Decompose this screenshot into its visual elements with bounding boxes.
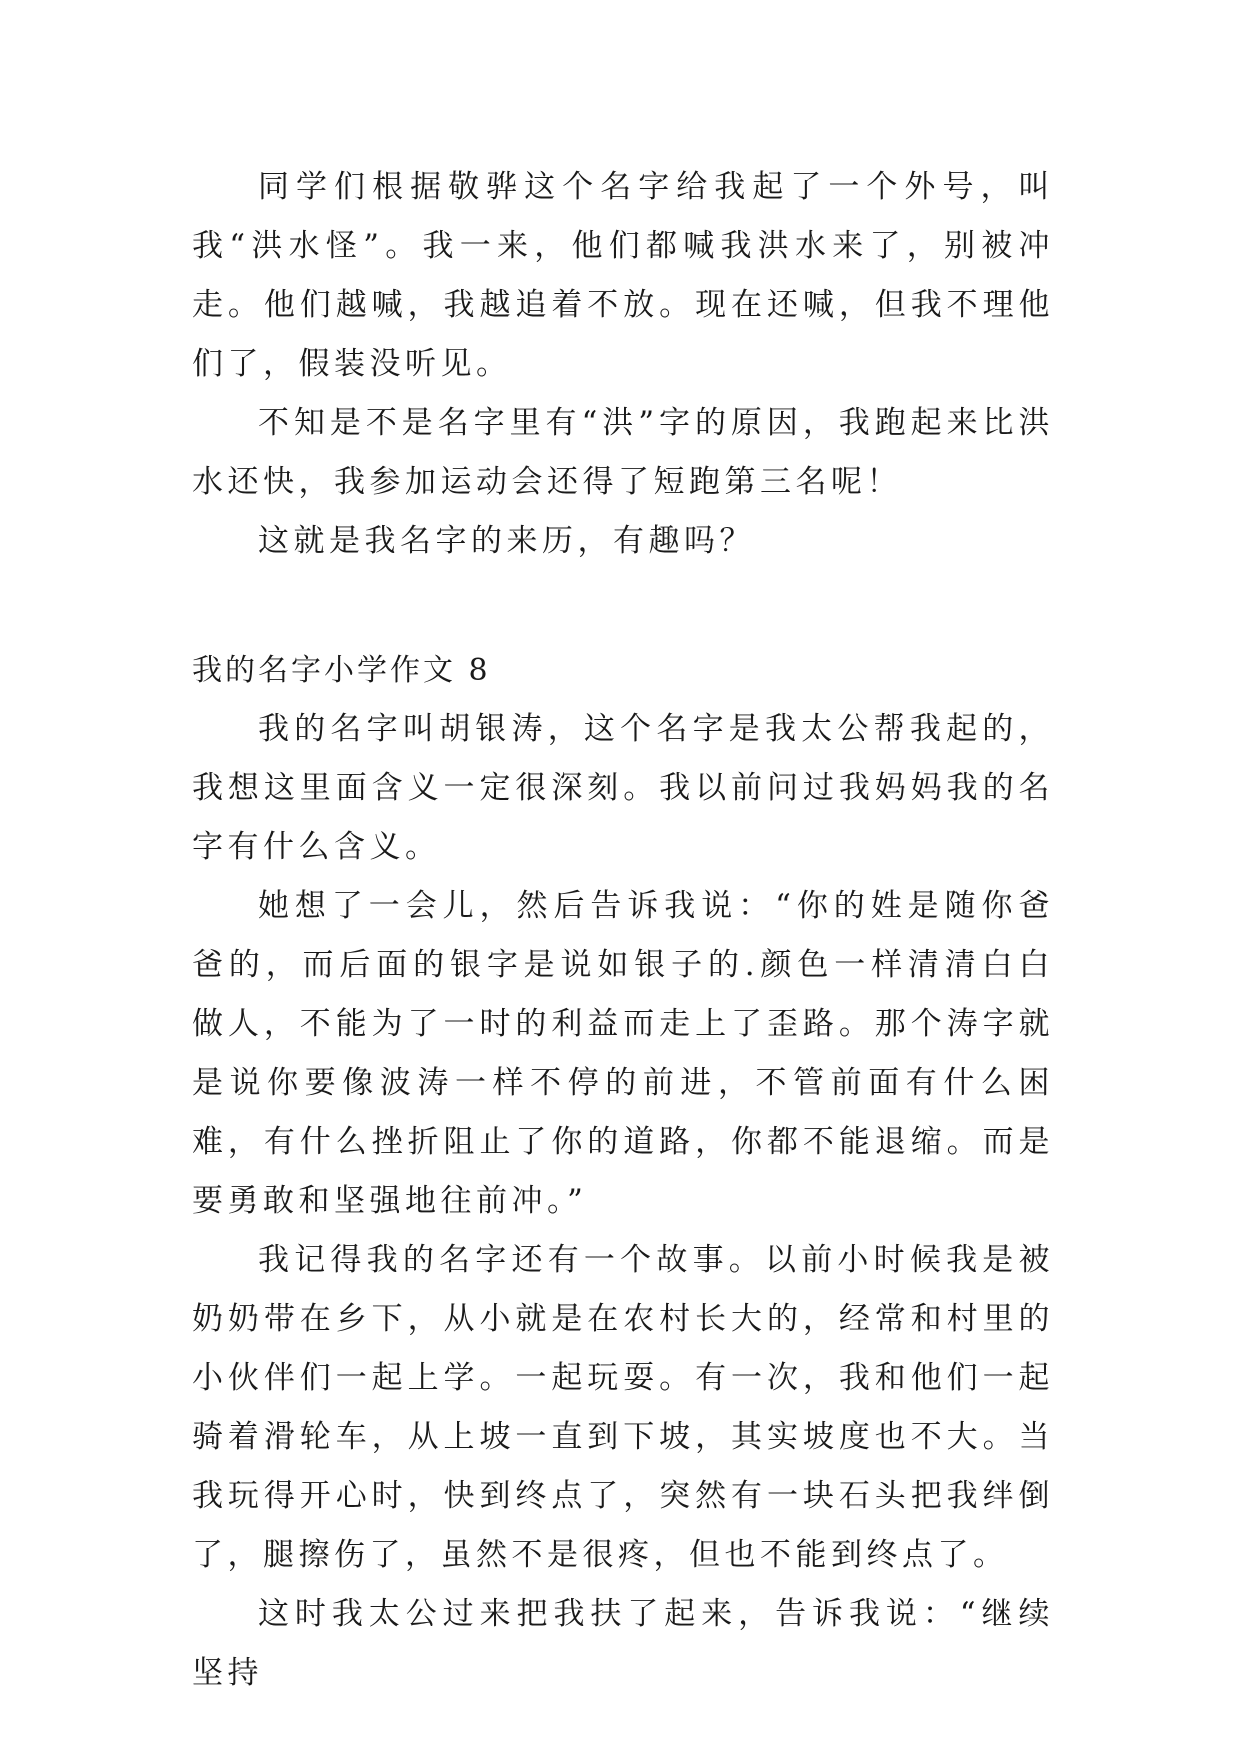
- paragraph-great-grandfather: 这时我太公过来把我扶了起来，告诉我说：“继续坚持: [192, 1596, 1054, 1691]
- paragraph-closing-question: 这就是我名字的来历，有趣吗？: [258, 523, 755, 559]
- paragraph-nickname: 同学们根据敬骅这个名字给我起了一个外号，叫我“洪水怪”。我一来，他们都喊我洪水来了，别被冲走。他们越喊，我越追着不放。现在还喊，但我不理他们了，假装没听见。: [192, 169, 1054, 382]
- document-page: [192, 158, 1054, 1703]
- paragraph-name-intro: 我的名字叫胡银涛，这个名字是我太公帮我起的，我想这里面含义一定很深刻。我以前问过我妈妈我的名字有什么含义。: [192, 711, 1054, 865]
- paragraph-mother-explains: 她想了一会儿，然后告诉我说：“你的姓是随你爸爸的，而后面的银字是说如银子的.颜色一样清清白白做人，不能为了一时的利益而走上了歪路。那个涛字就是说你要像波涛一样不停的前进，不管前面有什么困难，有什么挫折阻止了你的道路，你都不能退缩。而是要勇敢和坚强地往前冲。”: [192, 888, 1054, 1219]
- section-title: 我的名字小学作文 8: [192, 653, 491, 688]
- paragraph-childhood-story: 我记得我的名字还有一个故事。以前小时候我是被奶奶带在乡下，从小就是在农村长大的，经常和村里的小伙伴们一起上学。一起玩耍。有一次，我和他们一起骑着滑轮车，从上坡一直到下坡，其实坡度也不大。当我玩得开心时，快到终点了，突然有一块石头把我绊倒了，腿擦伤了，虽然不是很疼，但也不能到终点了。: [192, 1242, 1054, 1573]
- paragraph-running: 不知是不是名字里有“洪”字的原因，我跑起来比洪水还快，我参加运动会还得了短跑第三名呢！: [192, 405, 1054, 500]
